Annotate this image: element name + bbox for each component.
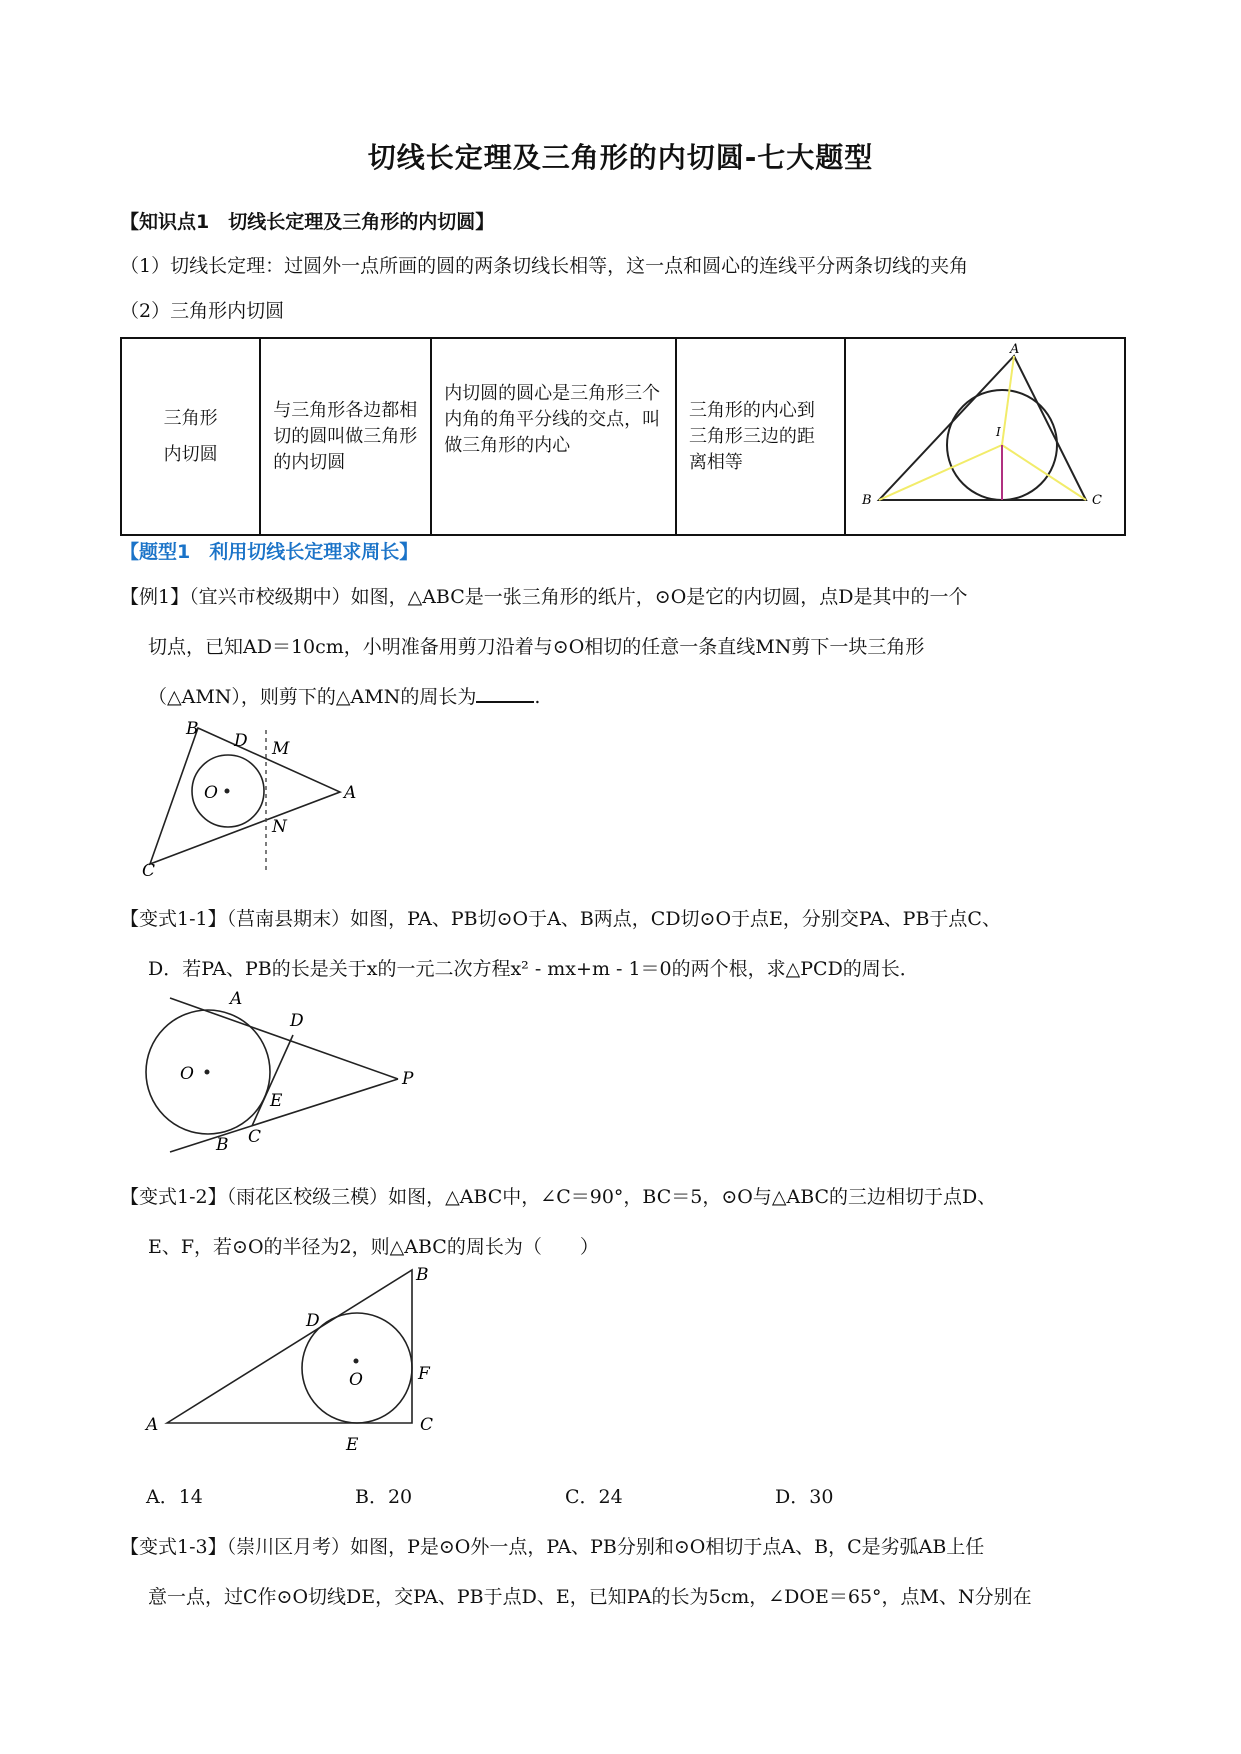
option-c: C．24 bbox=[565, 1486, 623, 1508]
label-e: E bbox=[270, 1091, 283, 1111]
variant1-2-figure bbox=[140, 1260, 460, 1460]
label-i: I bbox=[995, 425, 1001, 439]
example1-line-3 bbox=[148, 682, 540, 709]
table-cell-definition: 与三角形各边都相切的圆叫做三角形的内切圆 bbox=[260, 338, 431, 535]
label-b: B bbox=[861, 493, 872, 508]
example1-figure bbox=[140, 718, 390, 878]
example1-line-1: 【例1】（宜兴市校级期中）如图，△ABC是一张三角形的纸片，⊙O是它的内切圆，点D是其中的一个 bbox=[120, 586, 968, 608]
variant1-3-line-1: 【变式1-3】（崇川区月考）如图，P是⊙O外一点，PA、PB分别和⊙O相切于点A、B，C是劣弧AB上任 bbox=[120, 1536, 985, 1558]
label-d: D bbox=[234, 731, 248, 751]
tangent-pb bbox=[170, 1079, 398, 1152]
tangent-pa bbox=[170, 998, 398, 1079]
center-o-dot bbox=[205, 1070, 210, 1075]
page-title: 切线长定理及三角形的内切圆-七大题型 bbox=[367, 141, 874, 174]
incircle-figure bbox=[846, 339, 1124, 526]
knowledge-item-1: （1）切线长定理：过圆外一点所画的圆的两条切线长相等，这一点和圆心的连线平分两条切线的夹角 bbox=[120, 255, 969, 277]
bisector-a bbox=[1002, 356, 1014, 445]
table-cell-term bbox=[121, 338, 260, 535]
label-d: D bbox=[290, 1011, 304, 1031]
center-o-dot bbox=[225, 789, 230, 794]
label-c: C bbox=[142, 861, 156, 878]
label-e: E bbox=[346, 1435, 359, 1455]
label-n: N bbox=[272, 817, 287, 837]
variant1-2-line-1: 【变式1-2】（雨花区校级三模）如图，△ABC中，∠C＝90°，BC＝5，⊙O与△ABC的三边相切于点D、 bbox=[120, 1186, 997, 1208]
right-triangle-abc bbox=[167, 1270, 412, 1423]
term-line-1: 三角形 bbox=[163, 407, 218, 429]
knowledge-table bbox=[120, 337, 1126, 536]
bisector-b bbox=[879, 445, 1002, 500]
label-a: A bbox=[1009, 342, 1020, 357]
table-cell-figure bbox=[845, 338, 1125, 535]
variant1-1-line-2: D．若PA、PB的长是关于x的一元二次方程x² - mx+m - 1＝0的两个根，求△PCD的周长． bbox=[148, 958, 919, 980]
label-a: A bbox=[230, 989, 243, 1009]
variant1-1-line-1: 【变式1-1】（莒南县期末）如图，PA、PB切⊙O于A、B两点，CD切⊙O于点E，分别交PA、PB于点C、 bbox=[120, 908, 1001, 930]
label-a: A bbox=[344, 783, 357, 803]
example1-line-3-end: . bbox=[534, 686, 541, 708]
variant1-1-figure bbox=[140, 988, 440, 1158]
label-o: O bbox=[204, 783, 218, 803]
label-o: O bbox=[349, 1370, 363, 1390]
label-b: B bbox=[216, 1135, 229, 1155]
label-c: C bbox=[420, 1415, 434, 1435]
bisector-c bbox=[1002, 445, 1086, 500]
variant1-2-line-2: E、F，若⊙O的半径为2，则△ABC的周长为（ ） bbox=[148, 1236, 599, 1258]
knowledge-item-2: （2）三角形内切圆 bbox=[120, 300, 285, 322]
example1-line-3-text: （△AMN），则剪下的△AMN的周长为 bbox=[148, 686, 477, 708]
example1-line-2: 切点，已知AD＝10cm，小明准备用剪刀沿着与⊙O相切的任意一条直线MN剪下一块三角形 bbox=[148, 636, 925, 658]
type1-heading: 【题型1 利用切线长定理求周长】 bbox=[120, 541, 419, 563]
answer-blank bbox=[476, 683, 534, 703]
term-line-2: 内切圆 bbox=[163, 443, 218, 465]
variant1-3-line-2: 意一点，过C作⊙O切线DE，交PA、PB于点D、E，已知PA的长为5cm，∠DOE＝65°，点M、N分别在 bbox=[148, 1586, 1032, 1608]
option-b: B．20 bbox=[355, 1486, 413, 1508]
option-d: D．30 bbox=[775, 1486, 834, 1508]
label-p: P bbox=[402, 1069, 414, 1089]
label-c: C bbox=[1091, 493, 1102, 508]
knowledge-heading: 【知识点1 切线长定理及三角形的内切圆】 bbox=[120, 211, 495, 233]
label-f: F bbox=[418, 1364, 430, 1384]
label-a: A bbox=[146, 1415, 159, 1435]
label-b: B bbox=[186, 719, 199, 739]
center-o-dot bbox=[354, 1359, 359, 1364]
table-cell-incenter: 内切圆的圆心是三角形三个内角的角平分线的交点，叫做三角形的内心 bbox=[431, 338, 676, 535]
tangent-cd bbox=[252, 1035, 293, 1126]
label-m: M bbox=[272, 739, 290, 759]
label-c: C bbox=[248, 1127, 262, 1147]
label-o: O bbox=[180, 1064, 194, 1084]
table-cell-property: 三角形的内心到三角形三边的距离相等 bbox=[676, 338, 845, 535]
option-a: A．14 bbox=[146, 1486, 203, 1508]
label-d: D bbox=[306, 1311, 320, 1331]
label-b: B bbox=[416, 1265, 429, 1285]
